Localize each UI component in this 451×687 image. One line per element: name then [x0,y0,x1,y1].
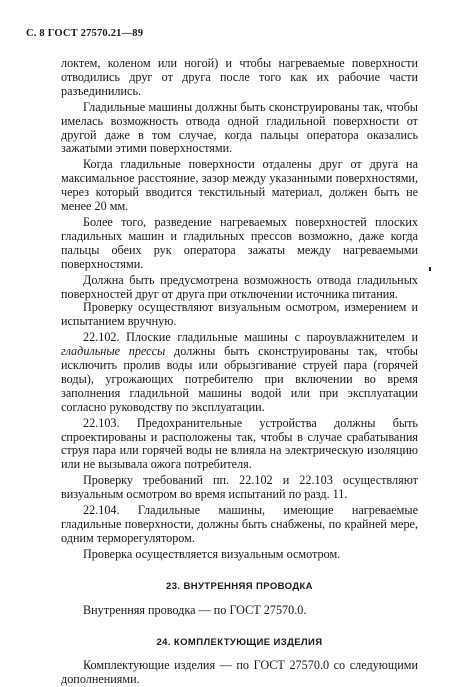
paragraph-22-102 [61,331,418,414]
paragraph-check-visual: Проверка осуществляется визуальным осмотром. [83,546,341,561]
paragraph-check-manual: Проверку осуществляют визуальным осмотром, измерением и испытанием вручную. [61,300,418,329]
paragraph-22-102-start: 22.102. Плоские гладильные машины с пароувлажнителем и [83,330,418,345]
paragraph-separation: Более того, разведение нагреваемых поверхностей плоских гладильных машин и гладильных прессов возможно, даже когда пальцы обеих рук оператора зажаты между нагреваемыми поверхностями. [61,214,418,271]
paragraph-22-103: 22.103. Предохранительные устройства должны быть спроектированы и расположены так, чтобы в случае срабатывания струя пара или горячей воды не влияла на электрическую изоляцию или не вызывала ожога потребителя. [61,415,418,472]
paragraph-check-visual-tests: Проверку требований пп. 22.102 и 22.103 осуществляют визуальным осмотром во время испытаний по разд. 11. [61,473,418,502]
section-23-text: Внутренняя проводка — по ГОСТ 27570.0. [83,602,307,617]
section-24-heading: 24. КОМПЛЕКТУЮЩИЕ ИЗДЕЛИЯ [156,636,323,648]
section-24-text: Комплектующие изделия — по ГОСТ 27570.0 со следующими дополнениями. [61,658,418,687]
margin-mark [429,267,431,271]
paragraph-power-off: Должна быть предусмотрена возможность отвода гладильных поверхностей друг от друга при отключении источника питания. [61,272,418,301]
paragraph-22-102-italic: гладильные прессы [61,344,166,359]
section-23-heading: 23. ВНУТРЕННЯЯ ПРОВОДКА [166,580,313,592]
paragraph-max-distance: Когда гладильные поверхности отдалены друг от друга на максимальное расстояние, зазор между указанными поверхностями, через который вводится текстильный материал, должен быть не менее 20 мм. [61,157,418,214]
page-header: С. 8 ГОСТ 27570.21—89 [26,28,144,39]
paragraph-22-102-end: должны быть сконструированы так, чтобы исключить пролив воды или обрызгивание струей пара (горячей воды), угрожающих потребителю при включении во время заполнения гладильной машины водой или при эксплуатации согласно руководству по эксплуатации. [61,344,418,414]
paragraph-gap-requirement: Гладильные машины должны быть сконструированы так, чтобы имелась возможность отвода одной гладильной поверхности от другой даже в том случае, когда пальцы оператора оказались зажатыми этими поверхностями. [61,99,418,156]
paragraph-continuation: локтем, коленом или ногой) и чтобы нагреваемые поверхности отводились друг от друга после того как их рабочие части разъединились. [61,56,418,98]
document-body [61,57,418,687]
paragraph-22-104: 22.104. Гладильные машины, имеющие нагреваемые гладильные поверхности, должны быть снабжены, по крайней мере, одним терморегулятором. [61,503,418,545]
